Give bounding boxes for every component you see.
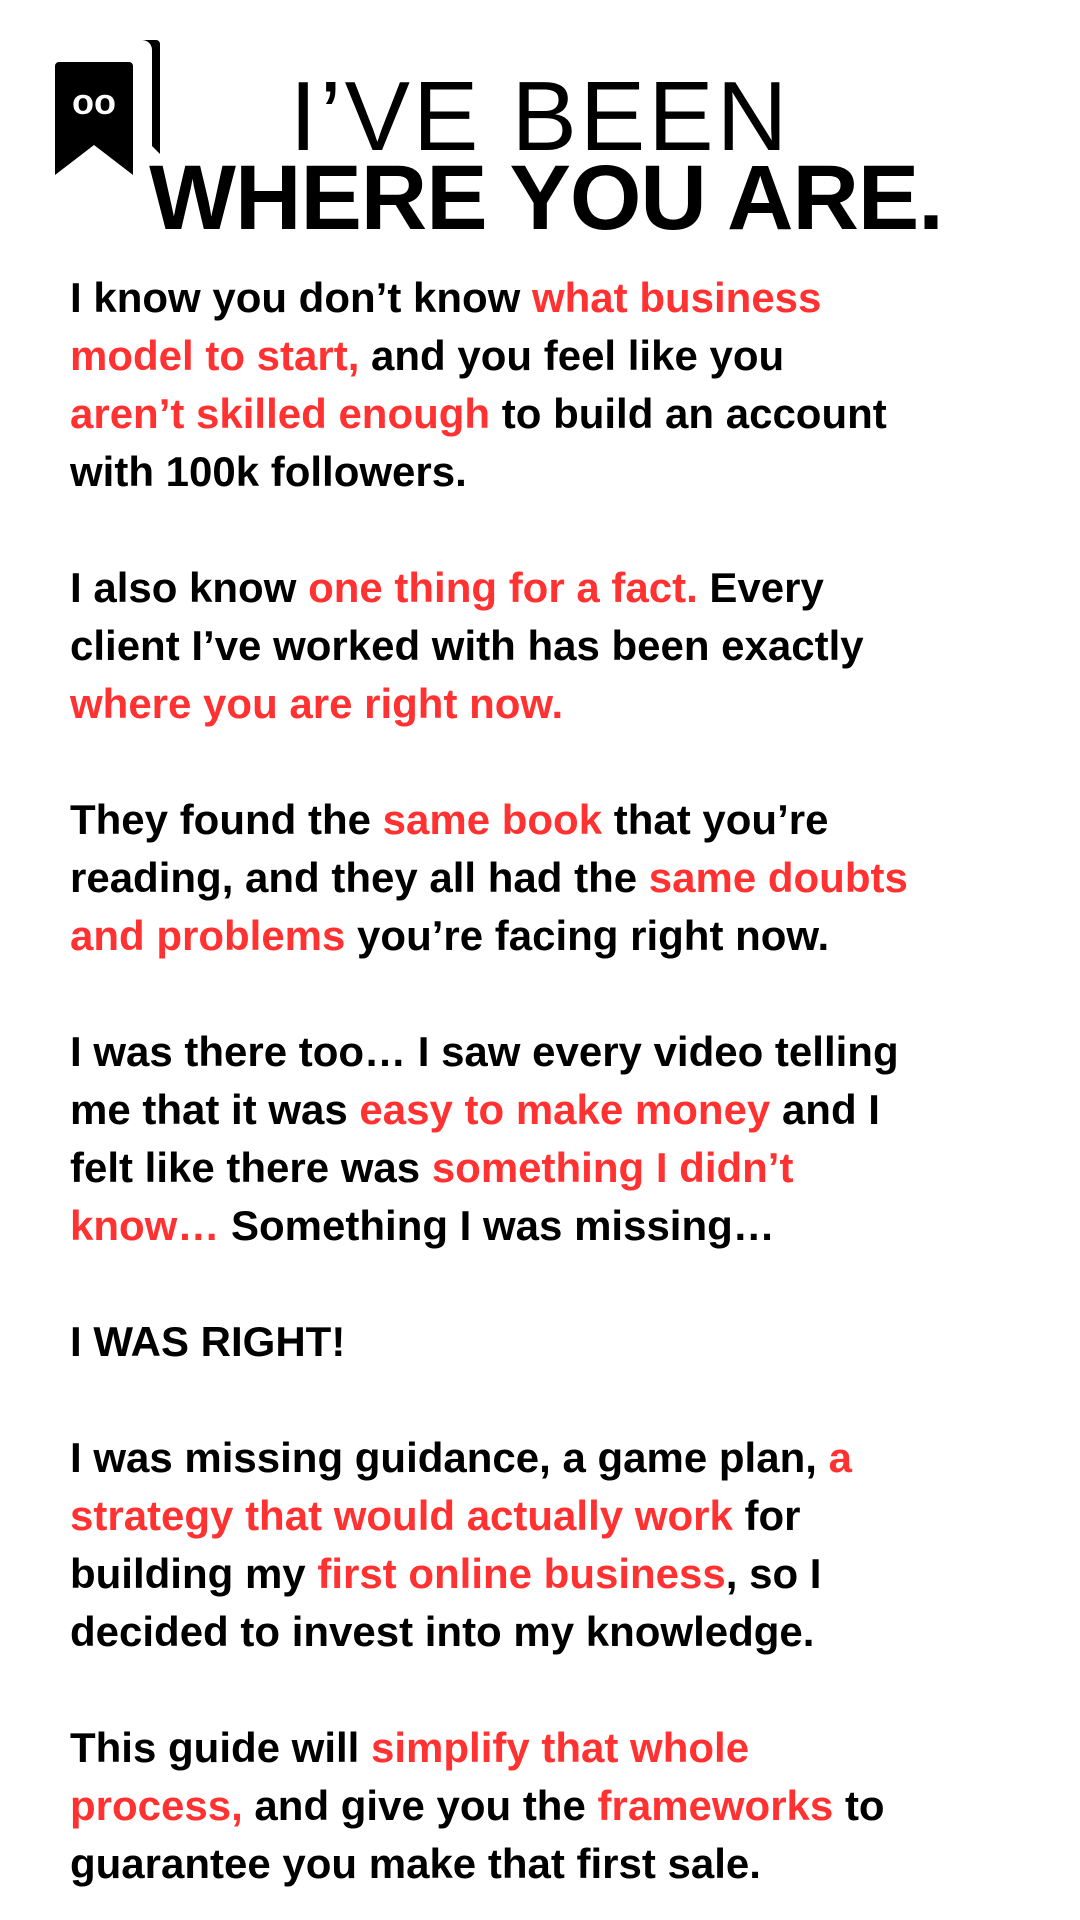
highlighted-text: simplify that whole	[371, 1724, 750, 1771]
text-segment: I was there too… I saw every video telling	[70, 1028, 899, 1075]
text-line	[70, 1719, 1050, 1777]
text-segment: to	[833, 1782, 885, 1829]
text-segment: building my	[70, 1550, 318, 1597]
highlighted-text: easy to make money	[359, 1086, 771, 1133]
text-line	[70, 1429, 1050, 1487]
text-line	[70, 1545, 1050, 1603]
text-segment: to build an account	[490, 390, 887, 437]
highlighted-text: something I didn’t	[431, 1144, 794, 1191]
text-segment: with 100k followers.	[70, 448, 467, 495]
text-segment: guarantee you make that first sale.	[70, 1840, 761, 1887]
text-segment: Something I was missing…	[219, 1202, 775, 1249]
text-segment: and you feel like you	[359, 332, 785, 379]
body-text	[70, 269, 1050, 1893]
text-line	[70, 1197, 1050, 1255]
blank-line	[70, 1371, 1050, 1429]
text-line	[70, 791, 1050, 849]
text-segment: you’re facing right now.	[345, 912, 830, 959]
highlighted-text: same book	[382, 796, 603, 843]
blank-line	[70, 1255, 1050, 1313]
text-segment: that you’re	[602, 796, 829, 843]
text-segment: me that it was	[70, 1086, 360, 1133]
highlighted-text: where you are right now.	[70, 680, 564, 727]
text-line	[70, 1777, 1050, 1835]
text-segment: reading, and they all had the	[70, 854, 649, 901]
text-line	[70, 443, 1050, 501]
text-segment: , so I	[725, 1550, 822, 1597]
text-segment: They found the	[70, 796, 383, 843]
text-line	[70, 1139, 1050, 1197]
highlighted-text: process,	[70, 1782, 243, 1829]
text-line	[70, 327, 1050, 385]
text-line	[70, 1081, 1050, 1139]
text-segment: and I	[770, 1086, 880, 1133]
text-line	[70, 1023, 1050, 1081]
highlighted-text: first online business	[317, 1550, 726, 1597]
highlighted-text: same doubts	[648, 854, 908, 901]
text-segment: decided to invest into my knowledge.	[70, 1608, 815, 1655]
text-segment: This guide will	[70, 1724, 372, 1771]
text-line	[70, 617, 1050, 675]
highlighted-text: a	[828, 1434, 852, 1481]
highlighted-text: and problems	[70, 912, 346, 959]
text-line	[70, 675, 1050, 733]
highlighted-text: model to start,	[70, 332, 360, 379]
blank-line	[70, 501, 1050, 559]
text-segment: I WAS RIGHT!	[70, 1318, 346, 1365]
text-line	[70, 1313, 1050, 1371]
text-segment: Every	[697, 564, 824, 611]
text-segment: and give you the	[242, 1782, 598, 1829]
blank-line	[70, 965, 1050, 1023]
svg-text:oo: oo	[72, 81, 116, 122]
blank-line	[70, 1661, 1050, 1719]
text-segment: client I’ve worked with has been exactly	[70, 622, 864, 669]
text-line	[70, 1603, 1050, 1661]
text-segment: for	[732, 1492, 801, 1539]
text-line	[70, 559, 1050, 617]
highlighted-text: strategy that would actually work	[70, 1492, 733, 1539]
blank-line	[70, 733, 1050, 791]
text-line	[70, 907, 1050, 965]
text-segment: I know you don’t know	[70, 274, 532, 321]
heading-line-1: I’VE BEEN	[289, 61, 791, 171]
highlighted-text: aren’t skilled enough	[70, 390, 491, 437]
text-line	[70, 849, 1050, 907]
heading-line-2: WHERE YOU ARE.	[149, 147, 943, 249]
text-line	[70, 1487, 1050, 1545]
highlighted-text: one thing for a fact.	[308, 564, 698, 611]
text-line	[70, 385, 1050, 443]
highlighted-text: what business	[531, 274, 822, 321]
text-segment: felt like there was	[70, 1144, 432, 1191]
highlighted-text: know…	[70, 1202, 220, 1249]
text-line	[70, 1835, 1050, 1893]
highlighted-text: frameworks	[597, 1782, 834, 1829]
text-segment: I also know	[70, 564, 309, 611]
text-line	[70, 269, 1050, 327]
text-segment: I was missing guidance, a game plan,	[70, 1434, 829, 1481]
